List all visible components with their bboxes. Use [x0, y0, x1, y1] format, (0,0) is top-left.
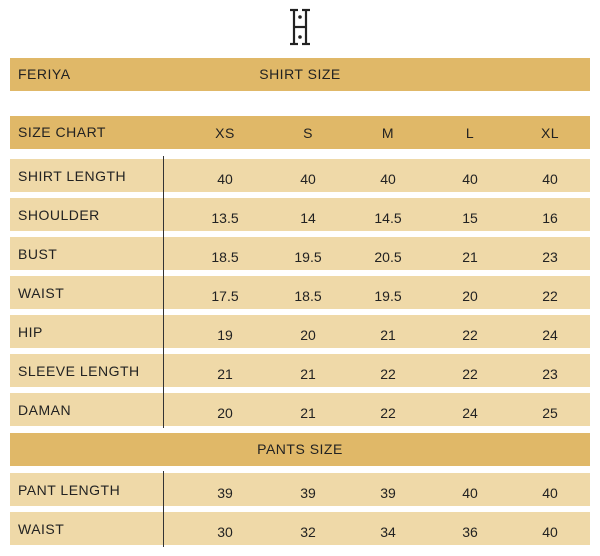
- size-value: 21: [462, 249, 478, 265]
- table-row: [10, 237, 590, 270]
- size-value: 34: [380, 524, 396, 540]
- size-value: 40: [542, 171, 558, 187]
- size-chart-header: [10, 116, 590, 149]
- size-value: 39: [380, 485, 396, 501]
- table-row: [10, 473, 590, 506]
- size-header-m: M: [381, 125, 395, 141]
- size-value: 14.5: [374, 210, 402, 226]
- size-value: 25: [542, 405, 558, 421]
- column-divider: [163, 156, 164, 428]
- size-value: 32: [300, 524, 316, 540]
- table-row: [10, 512, 590, 545]
- pants-column-divider: [163, 471, 164, 547]
- shirt-size-title-band: [10, 58, 590, 91]
- row-label: SHOULDER: [18, 207, 100, 223]
- row-label: PANT LENGTH: [18, 482, 121, 498]
- size-value: 21: [300, 405, 316, 421]
- pants-size-title: PANTS SIZE: [257, 441, 343, 457]
- size-value: 21: [380, 327, 396, 343]
- table-row: [10, 276, 590, 309]
- size-value: 19.5: [374, 288, 402, 304]
- size-value: 19.5: [294, 249, 322, 265]
- size-header-xl: XL: [540, 125, 560, 141]
- table-row: [10, 159, 590, 192]
- row-label: SLEEVE LENGTH: [18, 363, 140, 379]
- size-header-xs: XS: [215, 125, 235, 141]
- size-value: 20: [462, 288, 478, 304]
- size-value: 16: [542, 210, 558, 226]
- size-header-l: L: [465, 125, 475, 141]
- row-label: DAMAN: [18, 402, 72, 418]
- row-label: HIP: [18, 324, 43, 340]
- pants-size-title-band: [10, 433, 590, 466]
- size-value: 40: [300, 171, 316, 187]
- size-chart-label: SIZE CHART: [18, 124, 106, 140]
- table-row: [10, 393, 590, 426]
- size-value: 24: [462, 405, 478, 421]
- size-value: 18.5: [294, 288, 322, 304]
- size-value: 40: [217, 171, 233, 187]
- size-value: 40: [462, 485, 478, 501]
- size-value: 40: [462, 171, 478, 187]
- size-value: 23: [542, 366, 558, 382]
- size-value: 20: [217, 405, 233, 421]
- size-value: 13.5: [211, 210, 239, 226]
- size-value: 18.5: [211, 249, 239, 265]
- row-label: WAIST: [18, 521, 65, 537]
- size-value: 14: [300, 210, 316, 226]
- size-value: 20.5: [374, 249, 402, 265]
- size-value: 30: [217, 524, 233, 540]
- size-value: 15: [462, 210, 478, 226]
- table-row: [10, 354, 590, 387]
- brand-logo-icon: [282, 6, 318, 48]
- size-value: 39: [217, 485, 233, 501]
- row-label: WAIST: [18, 285, 65, 301]
- size-value: 40: [542, 485, 558, 501]
- size-value: 24: [542, 327, 558, 343]
- size-value: 40: [542, 524, 558, 540]
- size-header-s: S: [303, 125, 313, 141]
- size-value: 21: [217, 366, 233, 382]
- row-label: BUST: [18, 246, 58, 262]
- table-row: [10, 198, 590, 231]
- shirt-size-title: SHIRT SIZE: [259, 66, 341, 82]
- size-value: 22: [380, 405, 396, 421]
- size-value: 20: [300, 327, 316, 343]
- size-value: 17.5: [211, 288, 239, 304]
- size-value: 23: [542, 249, 558, 265]
- size-value: 22: [542, 288, 558, 304]
- size-value: 40: [380, 171, 396, 187]
- size-value: 39: [300, 485, 316, 501]
- size-value: 22: [462, 327, 478, 343]
- brand-name: FERIYA: [18, 66, 71, 82]
- row-label: SHIRT LENGTH: [18, 168, 127, 184]
- size-value: 22: [462, 366, 478, 382]
- table-row: [10, 315, 590, 348]
- size-value: 36: [462, 524, 478, 540]
- size-value: 22: [380, 366, 396, 382]
- size-value: 21: [300, 366, 316, 382]
- size-value: 19: [217, 327, 233, 343]
